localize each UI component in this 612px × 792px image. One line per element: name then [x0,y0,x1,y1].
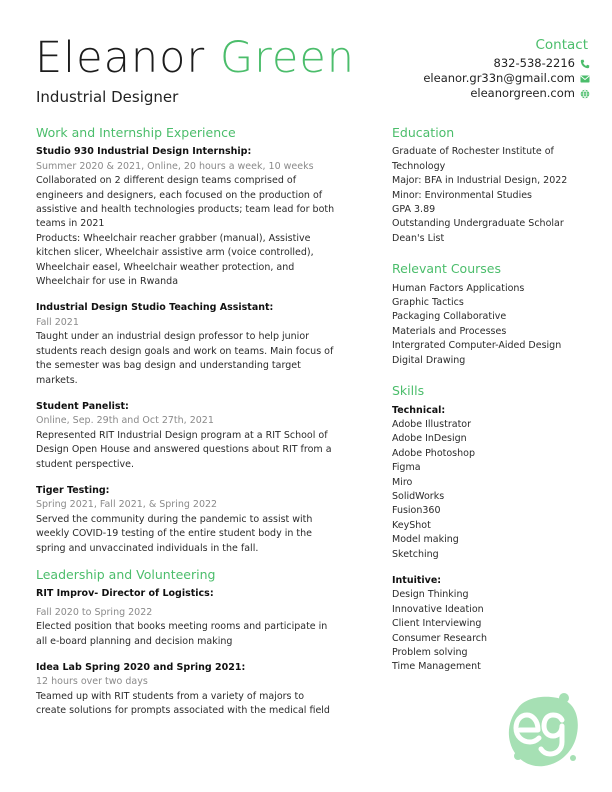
intuitive-skills-heading: Intuitive: [392,574,442,586]
courses-heading: Relevant Courses [392,261,501,277]
work-entry-date: Summer 2020 & 2021, Online, 20 hours a week, 10 weeks [36,160,314,172]
phone-icon [580,59,590,69]
technical-skills-list [392,418,592,562]
education-item: Major: BFA in Industrial Design, 2022 [392,175,568,187]
intuitive-skills-list [392,588,592,674]
education-item: Graduate of Rochester Institute of Technology [392,146,554,172]
leadership-entry-description: Teamed up with RIT students from a variety of majors to create solutions for prompts associated with the medical field [36,690,330,717]
education-item: Dean's List [392,232,445,244]
leadership-entry [36,587,336,649]
education-item: GPA 3.89 [392,204,436,216]
mail-icon [580,74,590,84]
contact-email[interactable]: eleanor.gr33n@gmail.com [423,71,575,85]
work-entry-title: Studio 930 Industrial Design Internship: [36,146,252,158]
skill-item: Adobe Photoshop [392,447,475,459]
course-item: Human Factors Applications [392,282,525,294]
work-entry [36,400,336,472]
right-column [392,126,592,675]
work-entry [36,301,336,387]
contact-website[interactable]: eleanorgreen.com [470,86,575,100]
skill-item: Sketching [392,548,439,560]
work-entry-date: Fall 2021 [36,316,79,328]
course-item: Digital Drawing [392,354,466,366]
skill-item: Design Thinking [392,589,469,601]
contact-phone: 832-538-2216 [493,56,575,70]
work-entry-description: Served the community during the pandemic to assist with weekly COVID-19 testing of the entire student body in the spring and unvaccinated individuals in the fall. [36,513,313,554]
contact-block [423,38,590,101]
skill-item: Fusion360 [392,505,441,517]
leadership-heading: Leadership and Volunteering [36,566,216,582]
globe-icon [580,89,590,99]
course-item: Packaging Collaborative [392,311,507,323]
contact-phone-row [423,56,590,71]
job-title: Industrial Designer [36,88,179,106]
contact-website-row [423,86,590,101]
work-entry-description: Collaborated on 2 different design teams comprised of engineers and designers, each focused on the production of assistive and health technologies products; team lead for both teams in 2021 [36,175,335,230]
leadership-entry-date: 12 hours over two days [36,676,148,688]
course-item: Graphic Tactics [392,297,464,309]
work-entry-products: Products: Wheelchair reacher grabber (manual), Assistive kitchen slicer, Wheelchair assistive arm (voice controlled), Wheelchair easel, Wheelchair weather protection, and Wheelchair for use in Rwanda [36,232,314,288]
eg-monogram-logo [504,690,584,770]
skill-item: Time Management [392,661,481,673]
work-entry-date: Online, Sep. 29th and Oct 27th, 2021 [36,415,214,427]
skill-item: Consumer Research [392,632,488,644]
work-entry [36,145,336,289]
skills-heading: Skills [392,383,425,399]
work-entry-title: Industrial Design Studio Teaching Assistant: [36,302,274,314]
course-item: Materials and Processes [392,325,507,337]
contact-email-row [423,71,590,86]
candidate-name [35,32,355,84]
education-item: Outstanding Undergraduate Scholar [392,218,564,230]
education-list [392,145,592,246]
technical-skills-heading: Technical: [392,404,446,416]
leadership-entry-title: Idea Lab Spring 2020 and Spring 2021: [36,662,246,673]
first-name: Eleanor [35,33,206,83]
skill-item: KeyShot [392,519,431,531]
skill-item: Adobe Illustrator [392,418,472,430]
skill-item: Client Interviewing [392,618,482,630]
skill-item: Innovative Ideation [392,603,484,615]
last-name: Green [219,33,356,83]
work-entry-date: Spring 2021, Fall 2021, & Spring 2022 [36,499,218,511]
left-column [36,126,336,731]
contact-heading: Contact [535,37,588,53]
leadership-entry-date: Fall 2020 to Spring 2022 [36,606,153,618]
skill-item: Adobe InDesign [392,433,467,445]
education-heading: Education [392,125,455,140]
leadership-entry-description: Elected position that books meeting rooms and participate in all e-board planning and decision making [36,621,328,647]
work-entry-description: Represented RIT Industrial Design program at a RIT School of Design Open House and answered questions about RIT from a student perspective. [36,429,332,470]
education-item: Minor: Environmental Studies [392,189,533,201]
skill-item: SolidWorks [392,490,445,502]
work-entry-description: Taught under an industrial design professor to help junior students reach design goals and work on teams. Main focus of the semester was bag design and understanding target markets. [36,331,334,386]
courses-list [392,282,592,368]
work-entry [36,484,336,556]
leadership-entry [36,661,336,719]
skill-item: Figma [392,462,421,474]
work-entry-title: Student Panelist: [36,400,129,412]
work-heading: Work and Internship Experience [36,125,236,140]
work-entry-title: Tiger Testing: [36,484,110,496]
skill-item: Miro [392,476,413,488]
leadership-entry-title: RIT Improv- Director of Logistics: [36,588,214,600]
course-item: Intergrated Computer-Aided Design [392,340,562,352]
skill-item: Problem solving [392,647,468,658]
skill-item: Model making [392,534,459,546]
